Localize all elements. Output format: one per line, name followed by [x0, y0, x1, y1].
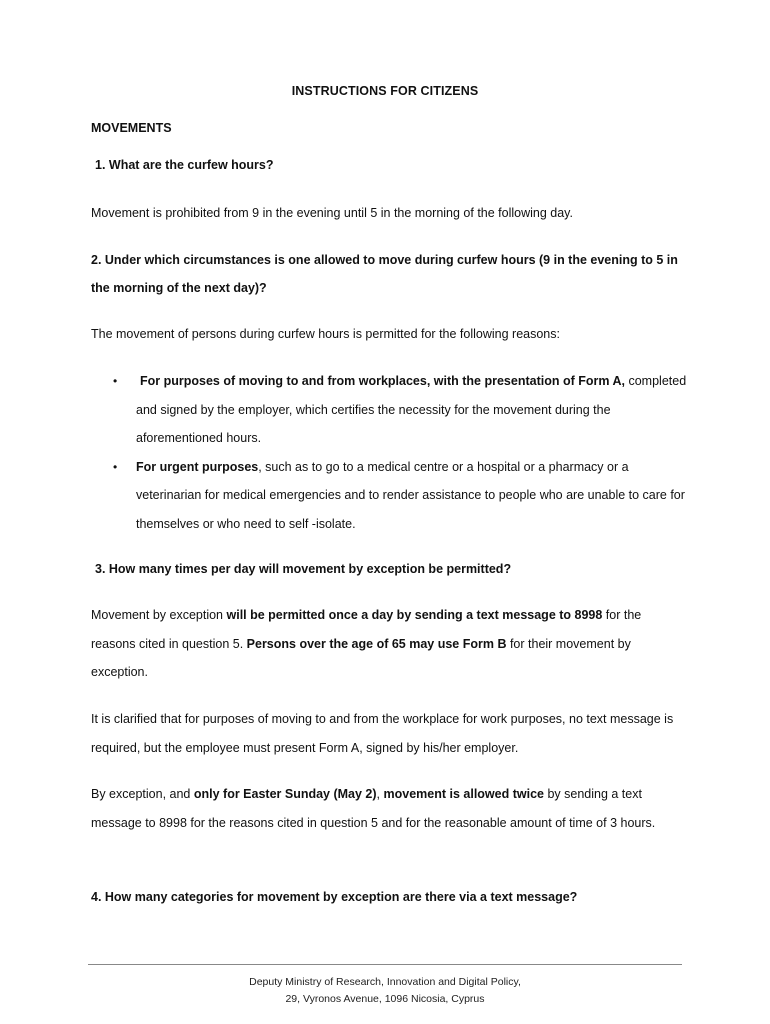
question-3: 3. How many times per day will movement by exception be permitted? — [95, 562, 512, 576]
answer-2: The movement of persons during curfew hours is permitted for the following reasons: — [91, 327, 560, 341]
question-4: 4. How many categories for movement by exception are there via a text message? — [91, 890, 578, 904]
footer-line-1: Deputy Ministry of Research, Innovation and Digital Policy, — [249, 976, 521, 988]
document-title: INSTRUCTIONS FOR CITIZENS — [291, 84, 479, 98]
answer-3-easter-text: By exception, and — [91, 787, 194, 801]
answer-3-easter — [91, 780, 691, 837]
section-heading: MOVEMENTS — [91, 121, 172, 135]
bullet-1-text: completed and signed by the employer, which certifies the necessity for the movement during the aforementioned hours. — [136, 374, 687, 445]
bullet-icon: • — [113, 459, 118, 474]
answer-3-easter-text: , — [376, 787, 384, 801]
answer-3 — [91, 601, 681, 687]
answer-3-easter-text: by sending a text message to 8998 for the reasons cited in question 5 and for the reasonable amount of time of 3 hours. — [91, 787, 656, 830]
answer-3-clarification: It is clarified that for purposes of moving to and from the workplace for work purposes, no text message is required, but the employee must present Form A, signed by his/her employer. — [91, 712, 674, 755]
answer-1: Movement is prohibited from 9 in the evening until 5 in the morning of the following day. — [91, 206, 573, 220]
question-2: 2. Under which circumstances is one allowed to move during curfew hours (9 in the evening to 5 in the morning of the next day)? — [91, 253, 678, 295]
answer-3-text: for the reasons cited in question 5. — [91, 608, 642, 651]
answer-3-easter-bold: only for Easter Sunday (May 2) — [193, 787, 377, 801]
bullet-2-bold: For urgent purposes — [136, 459, 259, 474]
bullet-icon: • — [113, 374, 118, 388]
answer-3-bold: will be permitted once a day by sending a text message to 8998 — [226, 608, 603, 622]
list-item — [91, 453, 691, 539]
question-1: 1. What are the curfew hours? — [95, 158, 274, 172]
answer-3-text: Movement by exception — [91, 608, 227, 622]
answer-3-text: for their movement by exception. — [91, 636, 631, 680]
answer-3-bold: Persons over the age of 65 may use Form B — [246, 636, 507, 651]
list-item — [91, 367, 691, 453]
answer-3-easter-bold: movement is allowed twice — [383, 787, 544, 801]
reasons-list — [91, 367, 691, 538]
page-footer — [0, 974, 770, 1008]
bullet-2-text: , such as to go to a medical centre or a hospital or a pharmacy or a veterinarian for medical emergencies and to render assistance to people who are unable to care for themselves or who need to self -isolate. — [136, 459, 685, 531]
footer-divider — [88, 964, 682, 965]
bullet-1-bold: For purposes of moving to and from workplaces, with the presentation of Form A, — [140, 374, 625, 388]
footer-line-2: 29, Vyronos Avenue, 1096 Nicosia, Cyprus — [285, 993, 485, 1005]
